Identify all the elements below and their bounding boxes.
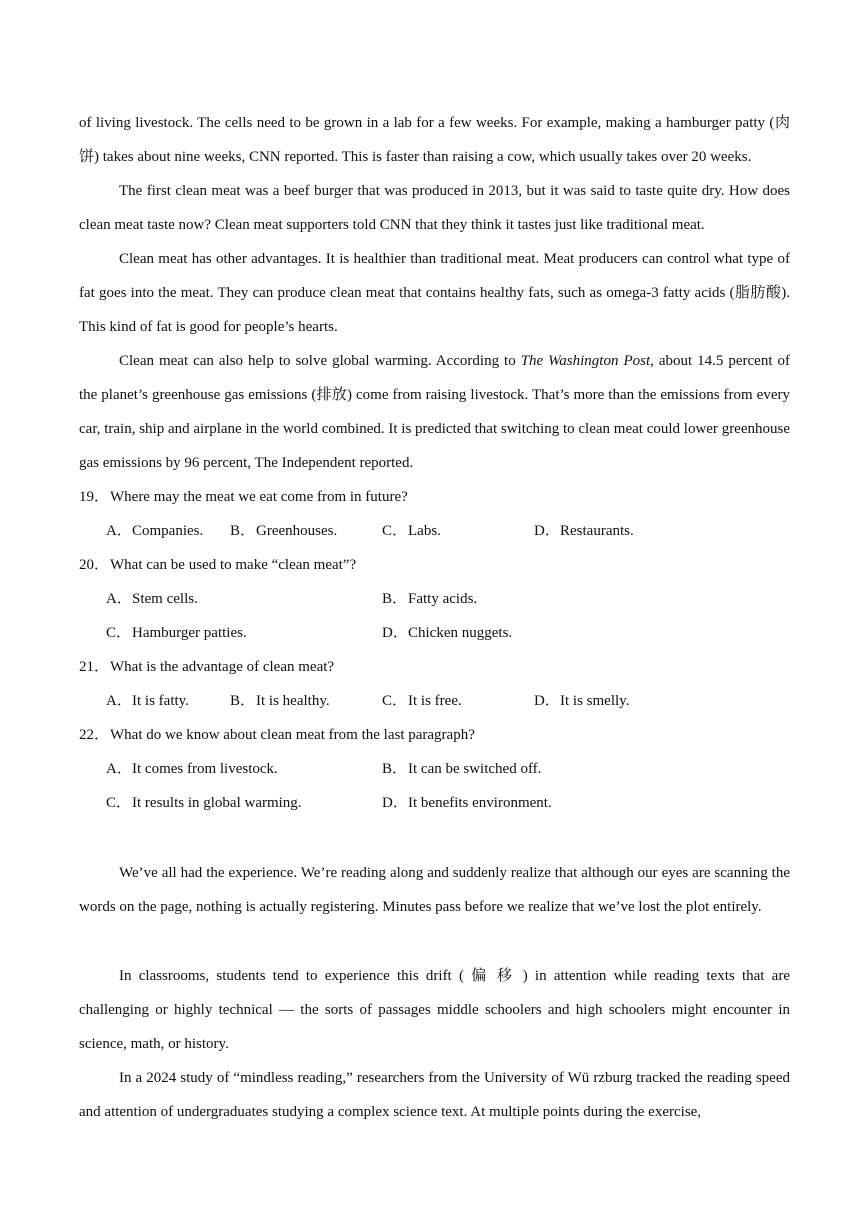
question-number: 19． <box>79 489 110 505</box>
option-text: It can be switched off. <box>408 761 542 777</box>
option-a[interactable] <box>106 582 198 616</box>
option-b[interactable] <box>230 684 330 718</box>
option-b[interactable] <box>230 514 337 548</box>
option-text: Companies. <box>132 523 204 539</box>
option-text: Restaurants. <box>560 523 634 539</box>
option-letter: A． <box>106 591 132 607</box>
option-letter: D． <box>534 693 560 709</box>
question-20-options-row-2 <box>106 616 796 650</box>
option-text: Stem cells. <box>132 591 198 607</box>
paragraph-text: Clean meat can also help to solve global warming. According to <box>119 353 521 369</box>
option-text: Labs. <box>408 523 441 539</box>
option-letter: B． <box>230 693 256 709</box>
passage1-paragraph-3: Clean meat has other advantages. It is healthier than traditional meat. Meat producers can control what type of fat goes into the meat. They can produce clean meat that contains healthy fats, such as omega-3 fatty acids (脂肪酸). This kind of fat is good for people’s hearts. <box>79 251 790 335</box>
question-number: 20． <box>79 557 110 573</box>
option-letter: C． <box>382 523 408 539</box>
option-letter: D． <box>382 625 408 641</box>
passage1-paragraph-4 <box>79 344 790 480</box>
option-d[interactable] <box>534 684 629 718</box>
question-21-options <box>106 684 796 718</box>
option-letter: D． <box>534 523 560 539</box>
option-letter: A． <box>106 523 132 539</box>
option-a[interactable] <box>106 752 278 786</box>
option-letter: A． <box>106 761 132 777</box>
option-text: Hamburger patties. <box>132 625 247 641</box>
question-20 <box>79 548 790 582</box>
option-d[interactable] <box>534 514 634 548</box>
paragraph-text: , about 14.5 percent of the planet’s greenhouse gas emissions (排放) come from raising livestock. That’s more than the emissions from every car, train, ship and airplane in the world combined. It is predicted that switching to clean meat could lower greenhouse gas emissions by 96 percent, The Independent reported. <box>79 353 790 471</box>
option-text: Greenhouses. <box>256 523 338 539</box>
option-text: It comes from livestock. <box>132 761 278 777</box>
source-title: The Washington Post <box>520 353 651 369</box>
option-letter: B． <box>382 761 408 777</box>
option-d[interactable] <box>382 786 552 820</box>
option-d[interactable] <box>382 616 512 650</box>
passage1-paragraph-2: The first clean meat was a beef burger that was produced in 2013, but it was said to taste quite dry. How does clean meat taste now? Clean meat supporters told CNN that they think it tastes just like traditional meat. <box>79 183 790 233</box>
option-letter: B． <box>230 523 256 539</box>
question-22 <box>79 718 790 752</box>
option-b[interactable] <box>382 752 541 786</box>
option-c[interactable] <box>382 514 441 548</box>
option-text: Chicken nuggets. <box>408 625 513 641</box>
option-text: Fatty acids. <box>408 591 478 607</box>
option-c[interactable] <box>106 616 247 650</box>
question-19 <box>79 480 790 514</box>
question-21 <box>79 650 790 684</box>
question-number: 22． <box>79 727 110 743</box>
option-text: It is healthy. <box>256 693 330 709</box>
option-text: It is free. <box>408 693 462 709</box>
option-c[interactable] <box>382 684 462 718</box>
passage2-paragraph-3: In a 2024 study of “mindless reading,” researchers from the University of Wü rzburg tracked the reading speed and attention of undergraduates studying a complex science text. At multiple points during the exercise, <box>79 1070 790 1120</box>
question-number: 21． <box>79 659 110 675</box>
option-text: It results in global warming. <box>132 795 302 811</box>
option-letter: C． <box>382 693 408 709</box>
question-text: What do we know about clean meat from the last paragraph? <box>110 727 475 743</box>
option-letter: A． <box>106 693 132 709</box>
passage2-paragraph-2: In classrooms, students tend to experience this drift ( 偏 移 ) in attention while reading texts that are challenging or highly technical — the sorts of passages middle schoolers and high schoolers might encounter in science, math, or history. <box>79 968 790 1052</box>
question-22-options-row-2 <box>106 786 796 820</box>
option-text: It is fatty. <box>132 693 189 709</box>
question-19-options <box>106 514 796 548</box>
option-text: It benefits environment. <box>408 795 552 811</box>
option-c[interactable] <box>106 786 302 820</box>
passage2-paragraph-1: We’ve all had the experience. We’re reading along and suddenly realize that although our eyes are scanning the words on the page, nothing is actually registering. Minutes pass before we realize that we’ve lost the plot entirely. <box>79 865 790 915</box>
option-letter: D． <box>382 795 408 811</box>
option-a[interactable] <box>106 514 203 548</box>
option-a[interactable] <box>106 684 189 718</box>
option-letter: B． <box>382 591 408 607</box>
passage1-paragraph-1: of living livestock. The cells need to be grown in a lab for a few weeks. For example, making a hamburger patty (肉饼) takes about nine weeks, CNN reported. This is faster than raising a cow, which usually takes over 20 weeks. <box>79 115 790 165</box>
question-text: What can be used to make “clean meat”? <box>110 557 357 573</box>
option-text: It is smelly. <box>560 693 630 709</box>
question-22-options-row-1 <box>106 752 796 786</box>
option-letter: C． <box>106 795 132 811</box>
question-text: Where may the meat we eat come from in future? <box>110 489 408 505</box>
question-20-options-row-1 <box>106 582 796 616</box>
question-text: What is the advantage of clean meat? <box>110 659 335 675</box>
option-b[interactable] <box>382 582 477 616</box>
option-letter: C． <box>106 625 132 641</box>
